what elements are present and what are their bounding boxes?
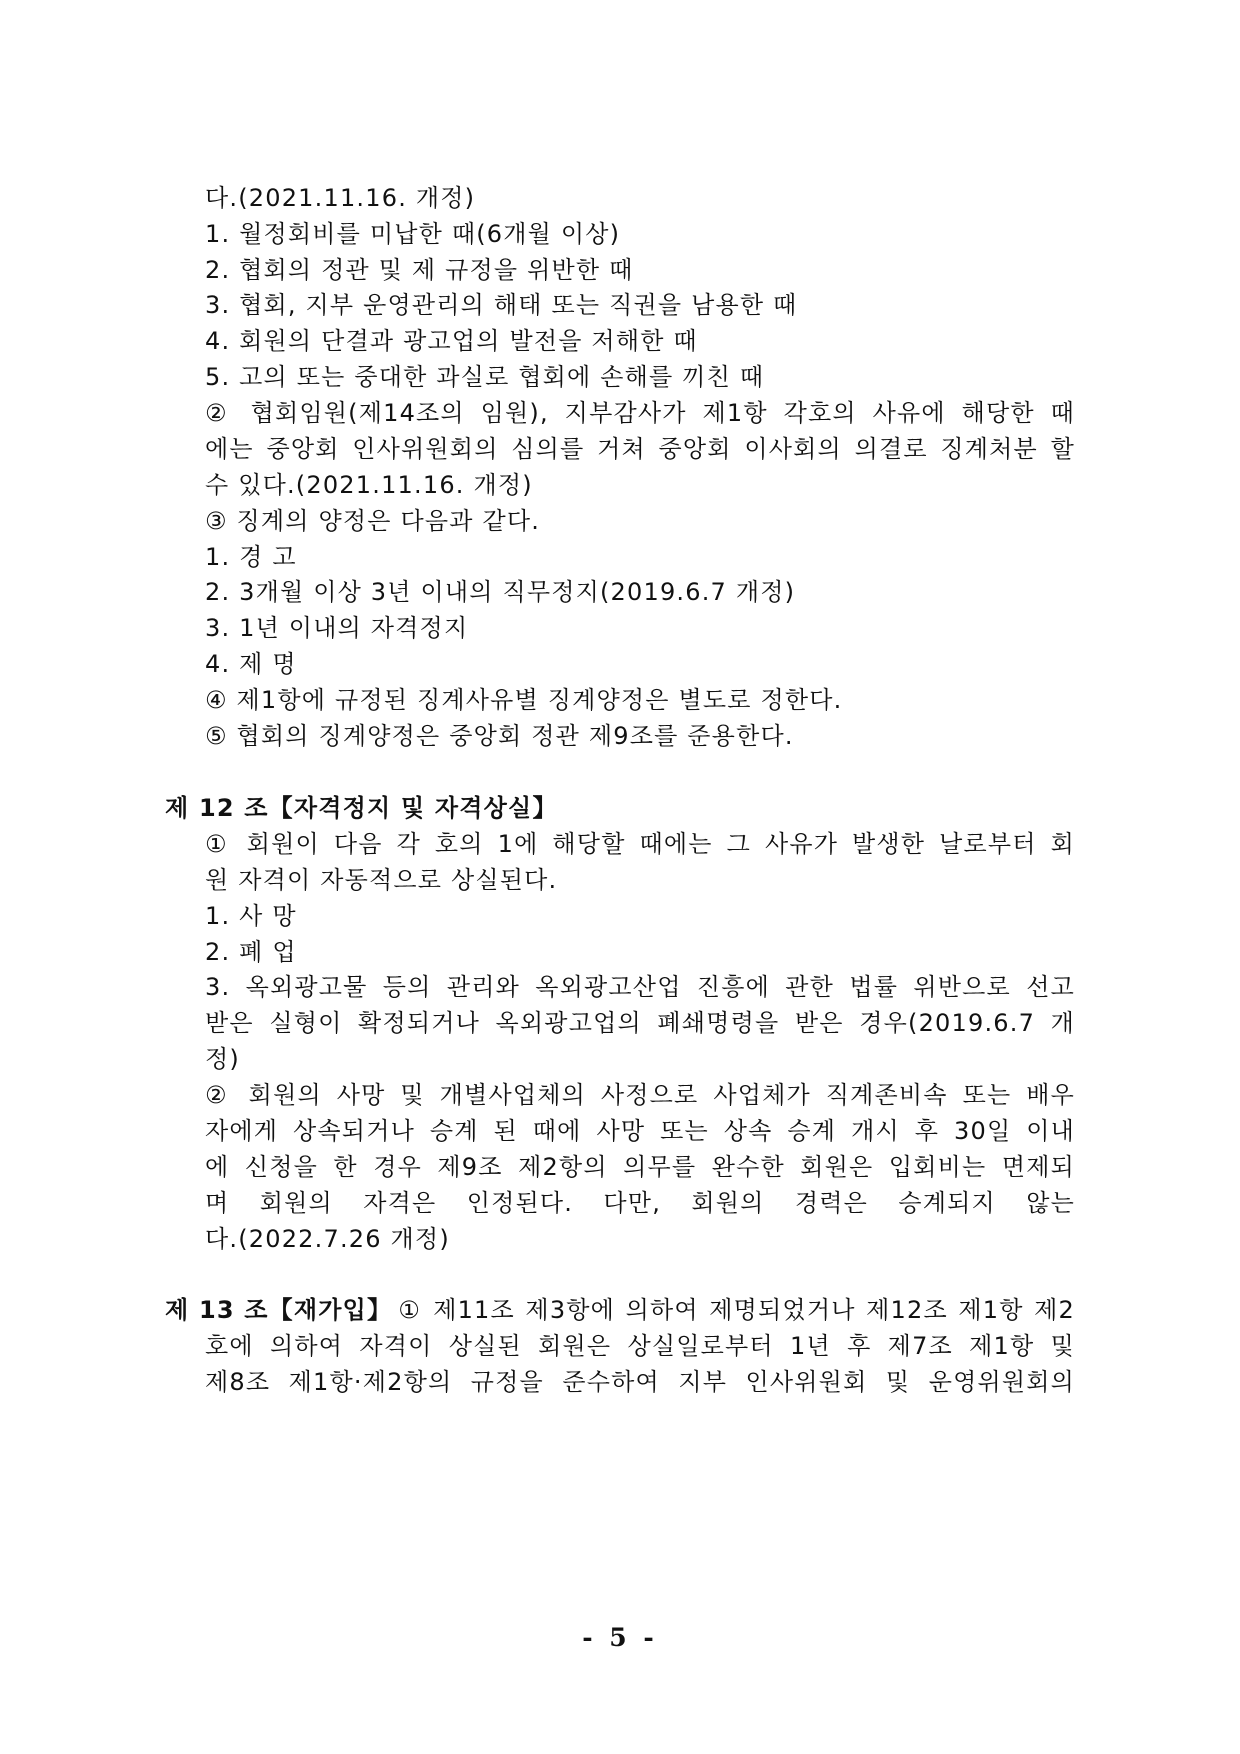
list-item: 5. 고의 또는 중대한 과실로 협회에 손해를 끼친 때 bbox=[205, 363, 765, 391]
list-item: 2. 협회의 정관 및 제 규정을 위반한 때 bbox=[205, 256, 634, 284]
text-line: 다.(2021.11.16. 개정) bbox=[205, 184, 476, 212]
list-item: 4. 제 명 bbox=[205, 650, 297, 678]
list-item: 3. 1년 이내의 자격정지 bbox=[205, 614, 469, 642]
article-13-heading: 제 13 조【재가입】 bbox=[165, 1296, 393, 1324]
list-item: 2. 3개월 이상 3년 이내의 직무정지(2019.6.7 개정) bbox=[205, 578, 796, 606]
paragraph-line: 호에 의하여 자격이 상실된 회원은 상실일로부터 1년 후 제7조 제1항 및 bbox=[205, 1332, 1075, 1360]
paragraph-line: ① 제11조 제3항에 의하여 제명되었거나 제12조 제1항 제2 bbox=[398, 1296, 1075, 1324]
paragraph-line: 다.(2022.7.26 개정) bbox=[205, 1225, 450, 1253]
paragraph-line: 수 있다.(2021.11.16. 개정) bbox=[205, 471, 533, 499]
list-item: 1. 월정회비를 미납한 때(6개월 이상) bbox=[205, 220, 621, 248]
paragraph-line: 원 자격이 자동적으로 상실된다. bbox=[205, 866, 558, 894]
article-13-first-line bbox=[165, 1290, 1075, 1330]
list-item: 3. 옥외광고물 등의 관리와 옥외광고산업 진흥에 관한 법률 위반으로 선고 bbox=[205, 973, 1075, 1001]
paragraph-line: ① 회원이 다음 각 호의 1에 해당할 때에는 그 사유가 발생한 날로부터 회 bbox=[205, 830, 1075, 858]
list-item: 3. 협회, 지부 운영관리의 해태 또는 직권을 남용한 때 bbox=[205, 291, 798, 319]
paragraph-line: ③ 징계의 양정은 다음과 같다. bbox=[205, 507, 541, 535]
list-item: 1. 사 망 bbox=[205, 902, 297, 930]
paragraph-line: ② 회원의 사망 및 개별사업체의 사정으로 사업체가 직계존비속 또는 배우 bbox=[205, 1081, 1075, 1109]
page-number: - 5 - bbox=[582, 1623, 658, 1652]
paragraph-line: 제8조 제1항·제2항의 규정을 준수하여 지부 인사위원회 및 운영위원회의 bbox=[205, 1368, 1075, 1396]
list-item: 4. 회원의 단결과 광고업의 발전을 저해한 때 bbox=[205, 327, 698, 355]
paragraph-line: ⑤ 협회의 징계양정은 중앙회 정관 제9조를 준용한다. bbox=[205, 722, 794, 750]
paragraph-line: 며 회원의 자격은 인정된다. 다만, 회원의 경력은 승계되지 않는 bbox=[205, 1189, 1075, 1217]
paragraph-line: 에 신청을 한 경우 제9조 제2항의 의무를 완수한 회원은 입회비는 면제되 bbox=[205, 1153, 1075, 1181]
list-item: 1. 경 고 bbox=[205, 543, 297, 571]
article-12-heading: 제 12 조【자격정지 및 자격상실】 bbox=[165, 794, 558, 822]
list-item: 2. 폐 업 bbox=[205, 938, 297, 966]
paragraph-line: ④ 제1항에 규정된 징계사유별 징계양정은 별도로 정한다. bbox=[205, 686, 843, 714]
paragraph-line: ② 협회임원(제14조의 임원), 지부감사가 제1항 각호의 사유에 해당한 때 bbox=[205, 399, 1075, 427]
paragraph-line: 에는 중앙회 인사위원회의 심의를 거쳐 중앙회 이사회의 의결로 징계처분 할 bbox=[205, 435, 1075, 463]
paragraph-line: 정) bbox=[205, 1045, 240, 1073]
paragraph-line: 자에게 상속되거나 승계 된 때에 사망 또는 상속 승계 개시 후 30일 이내 bbox=[205, 1117, 1075, 1145]
paragraph-line: 받은 실형이 확정되거나 옥외광고업의 폐쇄명령을 받은 경우(2019.6.7 개 bbox=[205, 1009, 1075, 1037]
